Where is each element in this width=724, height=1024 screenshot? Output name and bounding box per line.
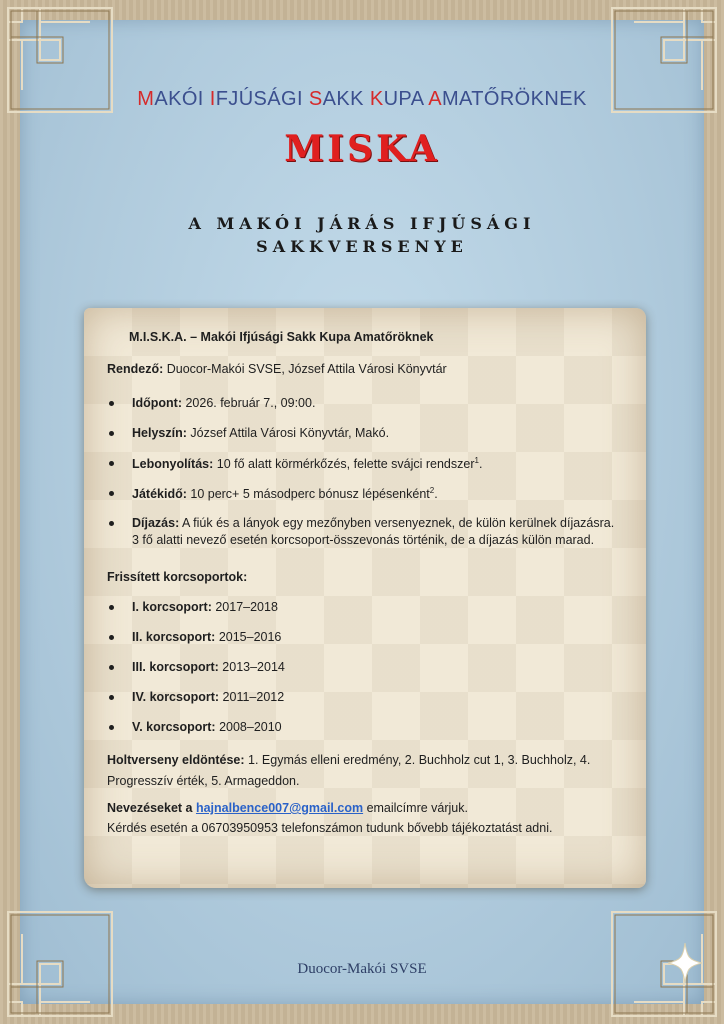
title-segment: MATŐRÖKNEK: [441, 88, 587, 110]
organizer-line: [107, 362, 627, 396]
group-label: I. korcsoport:: [132, 600, 212, 614]
organizer-value: Duocor-Makói SVSE, József Attila Városi Könyvtár: [163, 362, 447, 376]
group-item: [107, 600, 627, 630]
detail-item-date: [107, 396, 627, 426]
poster-subtitle: A MAKÓI JÁRÁS IFJÚSÁGI SAKKVERSENYE: [188, 214, 536, 256]
groups-title: Frissített korcsoportok:: [107, 570, 248, 584]
detail-label: Helyszín:: [132, 426, 187, 440]
detail-label: Játékidő:: [132, 487, 187, 502]
group-label: III. korcsoport:: [132, 660, 219, 674]
group-label: V. korcsoport:: [132, 720, 216, 734]
prize-line1: A fiúk és a lányok egy mezőnyben versenyeznek, de külön kerülnek díjazásra.: [179, 516, 615, 530]
tiebreak-line2: Progresszív érték, 5. Armageddon.: [107, 774, 300, 788]
detail-item-time-control: [107, 486, 627, 516]
group-years: 2013–2014: [218, 660, 285, 674]
footnote-marker: 2: [429, 486, 435, 495]
title-segment: K: [369, 88, 384, 110]
organizer-label: Rendező:: [107, 362, 164, 376]
miska-title: MISKA: [284, 128, 440, 170]
sparkle-star-icon: [668, 943, 702, 983]
detail-item-venue: [107, 426, 627, 456]
contact-line: Kérdés esetén a 06703950953 telefonszámon tudunk bővebb tájékoztatást adni.: [107, 821, 553, 835]
group-item: [107, 660, 627, 690]
title-segment: I: [209, 88, 216, 110]
detail-item-prizes: [107, 516, 627, 570]
detail-tail: .: [478, 457, 483, 472]
group-years: 2011–2012: [219, 690, 285, 704]
title-segment: FJÚSÁGI: [215, 88, 309, 110]
tiebreak-label: Holtverseny eldöntése:: [107, 753, 245, 767]
group-years: 2015–2016: [215, 630, 282, 644]
footnote-marker: 1: [474, 456, 479, 465]
detail-value: 2026. február 7., 09:00.: [181, 396, 316, 410]
detail-value: 10 fő alatt körmérkőzés, felette svájci rendszer: [213, 457, 475, 472]
tiebreak-paragraph: [107, 750, 627, 798]
group-label: II. korcsoport:: [132, 630, 216, 644]
group-years: 2008–2010: [215, 720, 282, 734]
detail-value: 10 perc+ 5 másodperc bónusz lépésenként: [186, 487, 430, 502]
contact-paragraph: [107, 798, 627, 838]
footer-organizer: Duocor-Makói SVSE: [297, 961, 427, 977]
prize-line2: 3 fő alatti nevező esetén korcsoport-összevonás történik, de a díjazás külön marad.: [132, 533, 595, 547]
detail-item-format: [107, 456, 627, 486]
entry-label: Nevezéseket a: [107, 801, 193, 815]
prize-label: Díjazás:: [132, 516, 180, 530]
detail-tail: .: [434, 487, 438, 502]
card-heading: M.I.S.K.A. – Makói Ifjúsági Sakk Kupa Amatőröknek: [129, 330, 434, 344]
title-segment: S: [308, 88, 323, 110]
group-item: [107, 720, 627, 750]
group-label: IV. korcsoport:: [132, 690, 220, 704]
tiebreak-line1: 1. Egymás elleni eredmény, 2. Buchholz cut 1, 3. Buchholz, 4.: [244, 753, 591, 767]
detail-label: Lebonyolítás:: [132, 457, 214, 472]
title-segment: AKÓI: [154, 88, 210, 110]
info-card-content: [107, 330, 627, 838]
group-item: [107, 630, 627, 660]
detail-value: József Attila Városi Könyvtár, Makó.: [186, 426, 390, 440]
entry-tail: emailcímre várjuk.: [363, 801, 468, 815]
title-segment: M: [137, 88, 155, 110]
title-segment: UPA: [383, 88, 429, 110]
group-years: 2017–2018: [211, 600, 278, 614]
title-segment: AKK: [322, 88, 370, 110]
detail-label: Időpont:: [132, 396, 182, 410]
email-link[interactable]: hajnalbence007@gmail.com: [195, 801, 364, 815]
group-item: [107, 690, 627, 720]
poster-title: [0, 88, 724, 111]
title-segment: A: [428, 88, 442, 110]
